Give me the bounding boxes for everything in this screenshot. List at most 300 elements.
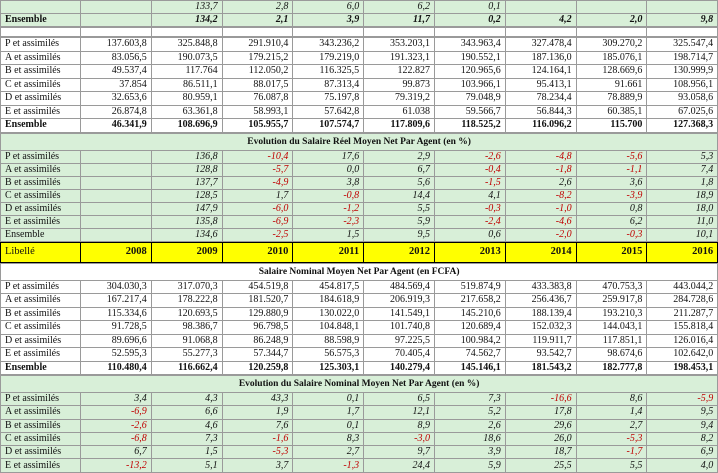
row-label: C et assimilés [1,189,81,202]
table-cell: 1,4 [576,406,647,419]
table-row [1,163,718,176]
table-cell: 470.753,3 [576,280,647,294]
table-cell: 519.874,9 [434,280,505,294]
table-cell: 67.025,6 [647,105,718,119]
nominal-salary-table [0,263,718,376]
table-cell: 89.696,6 [81,334,152,348]
table-cell: -1,1 [576,163,647,176]
table-cell: -0,3 [576,228,647,241]
table-cell: 0,1 [293,419,364,432]
table-cell: 7,3 [434,393,505,406]
table-cell: 103.966,1 [434,78,505,92]
table-cell: 32.653,6 [81,92,152,106]
table-cell: 86.248,9 [222,334,293,348]
row-label: P et assimilés [1,393,81,406]
table-cell: 120.693,5 [151,307,222,321]
table-row [1,202,718,215]
table-cell: -2,6 [81,419,152,432]
table-cell: -6,0 [222,202,293,215]
table-cell: 317.070,3 [151,280,222,294]
section-title-row [1,376,718,393]
table-cell: 91.661 [576,78,647,92]
table-cell: 178.222,8 [151,294,222,308]
table-cell: 14,4 [364,189,435,202]
table-cell: 135,8 [151,215,222,228]
table-cell: 17,6 [293,150,364,163]
table-cell: 55.277,3 [151,348,222,362]
table-cell: -3,0 [364,432,435,445]
table-cell: 1,7 [293,406,364,419]
table-cell: 118.525,2 [434,119,505,133]
table-cell: 3,9 [434,446,505,459]
table-cell: 95.413,1 [505,78,576,92]
table-cell: 100.984,2 [434,334,505,348]
row-label: E et assimilés [1,348,81,362]
year-header: 2009 [151,242,222,262]
real-evolution-title: Evolution du Salaire Réel Moyen Net Par Agent (en %) [1,133,718,150]
table-cell: 147,9 [151,202,222,215]
table-cell: 98.674,6 [576,348,647,362]
table-cell: 130.999,9 [647,65,718,79]
table-cell: 454.817,5 [293,280,364,294]
table-cell: 126.016,4 [647,334,718,348]
table-cell: 128,5 [151,189,222,202]
table-cell: -2,4 [434,215,505,228]
table-cell: 79.048,9 [434,92,505,106]
nominal-evolution-title: Evolution du Salaire Nominal Moyen Net Par Agent (en %) [1,376,718,393]
table-cell: -6,9 [81,406,152,419]
table-cell: 80.959,1 [151,92,222,106]
table-cell: 144.043,1 [576,321,647,335]
table-cell: 134,6 [151,228,222,241]
table-cell: 325.848,8 [151,38,222,52]
row-label: A et assimilés [1,294,81,308]
table-cell: 0,0 [293,163,364,176]
table-cell: 12,1 [364,406,435,419]
table-cell: 120.965,6 [434,65,505,79]
year-header: 2014 [505,242,576,262]
table-cell [81,150,152,163]
table-cell: 443.044,2 [647,280,718,294]
table-cell: 145.146,1 [434,361,505,375]
table-cell: 2,9 [364,150,435,163]
table-cell: 88.017,5 [222,78,293,92]
section-title-row [1,133,718,150]
table-cell: 5,3 [647,150,718,163]
table-cell: 7,3 [151,432,222,445]
table-cell: 3,9 [293,14,364,27]
table-cell: 2,1 [222,14,293,27]
table-cell: 198.453,1 [647,361,718,375]
table-cell: 2,6 [434,419,505,432]
table-cell: 9,8 [647,14,718,27]
table-cell: 1,7 [222,189,293,202]
table-cell: 115.334,6 [81,307,152,321]
table-cell: 190.073,5 [151,51,222,65]
table-cell: 141.549,1 [364,307,435,321]
table-cell: 4,1 [434,189,505,202]
real-evolution-table [0,133,718,242]
table-cell: -1,2 [293,202,364,215]
table-row [1,393,718,406]
table-row [1,189,718,202]
table-cell: 193.210,3 [576,307,647,321]
table-cell: 3,6 [576,176,647,189]
table-cell: 79.319,2 [364,92,435,106]
row-label [1,1,81,14]
table-cell: 59.566,7 [434,105,505,119]
table-cell [81,228,152,241]
table-cell: 211.287,7 [647,307,718,321]
table-cell: 1,5 [293,228,364,241]
table-cell: -1,3 [293,459,364,472]
table-cell: 4,3 [151,393,222,406]
table-cell: 91.068,8 [151,334,222,348]
table-cell: -1,8 [505,163,576,176]
table-cell: -5,9 [647,393,718,406]
table-cell: 181.520,7 [222,294,293,308]
table-cell: 83.056,5 [81,51,152,65]
table-cell: 353.203,1 [364,38,435,52]
table-cell: -8,2 [505,189,576,202]
table-row [1,1,718,14]
table-cell: 101.740,8 [364,321,435,335]
table-cell: 0,1 [434,1,505,14]
table-cell: 7,4 [647,163,718,176]
table-cell: 217.658,2 [434,294,505,308]
table-cell: 116.096,2 [505,119,576,133]
table-cell: 134,2 [151,14,222,27]
table-cell: 46.341,9 [81,119,152,133]
row-label: D et assimilés [1,92,81,106]
table-cell: 52.595,3 [81,348,152,362]
row-label: Ensemble [1,361,81,375]
table-cell: 1,9 [222,406,293,419]
table-cell: 117.851,1 [576,334,647,348]
table-cell: 128,8 [151,163,222,176]
table-cell: 5,5 [576,459,647,472]
table-row [1,105,718,119]
table-cell: 9,4 [647,419,718,432]
year-header: 2016 [647,242,718,262]
table-row [1,406,718,419]
table-cell: -0,3 [434,202,505,215]
table-cell: 130.022,0 [293,307,364,321]
table-cell: 110.480,4 [81,361,152,375]
table-cell: 86.511,1 [151,78,222,92]
table-cell: 6,6 [151,406,222,419]
table-cell: 1,8 [647,176,718,189]
table-cell: 291.910,4 [222,38,293,52]
table-row [1,348,718,362]
table-cell: -4,8 [505,150,576,163]
table-cell: 325.547,4 [647,38,718,52]
table-cell: 304.030,3 [81,280,152,294]
table-cell: 167.217,4 [81,294,152,308]
row-label: C et assimilés [1,432,81,445]
table-cell: 78.234,4 [505,92,576,106]
table-cell: 58.993,1 [222,105,293,119]
table-cell: 136,8 [151,150,222,163]
table-cell: -5,6 [576,150,647,163]
table-cell: 343.236,2 [293,38,364,52]
table-cell: 2,6 [505,176,576,189]
libelle-header: Libellé [1,242,81,262]
table-row [1,78,718,92]
row-label: P et assimilés [1,150,81,163]
table-cell: 107.574,7 [293,119,364,133]
table-cell: 6,2 [576,215,647,228]
table-cell: 60.385,1 [576,105,647,119]
table-cell: -1,0 [505,202,576,215]
table-cell: -5,3 [576,432,647,445]
table-cell: 5,6 [364,176,435,189]
table-cell: 188.139,4 [505,307,576,321]
table-cell: 454.519,8 [222,280,293,294]
table-row [1,65,718,79]
table-row [1,419,718,432]
table-cell: 24,4 [364,459,435,472]
table-cell: 2,7 [293,446,364,459]
table-cell: 256.436,7 [505,294,576,308]
table-cell: 184.618,9 [293,294,364,308]
table-cell [81,215,152,228]
table-cell: 4,0 [647,459,718,472]
table-row [1,459,718,472]
row-label: Ensemble [1,119,81,133]
table-cell: 56.575,3 [293,348,364,362]
table-cell: 87.313,4 [293,78,364,92]
table-cell: 327.478,4 [505,38,576,52]
table-cell: 124.164,1 [505,65,576,79]
ensemble-row [1,361,718,375]
row-label: P et assimilés [1,280,81,294]
table-cell: 145.210,6 [434,307,505,321]
table-cell: 9,5 [647,406,718,419]
table-cell: 98.386,7 [151,321,222,335]
table-row [1,176,718,189]
table-cell: 2,8 [222,1,293,14]
table-cell: 75.197,8 [293,92,364,106]
row-label: E et assimilés [1,459,81,472]
table-cell: -2,3 [293,215,364,228]
row-label: C et assimilés [1,78,81,92]
table-cell: 9,7 [364,446,435,459]
table-cell: -13,2 [81,459,152,472]
row-label: D et assimilés [1,446,81,459]
table-cell: 4,6 [151,419,222,432]
row-label: B et assimilés [1,419,81,432]
table-cell: -0,4 [434,163,505,176]
table-cell: 5,9 [364,215,435,228]
row-label: C et assimilés [1,321,81,335]
year-header-table [0,242,718,263]
table-cell: -1,7 [576,446,647,459]
table-cell: 117.764 [151,65,222,79]
table-cell: -4,6 [505,215,576,228]
table-cell: 115.700 [576,119,647,133]
table-cell: 5,9 [434,459,505,472]
table-cell: 88.598,9 [293,334,364,348]
table-cell: 18,7 [505,446,576,459]
table-cell: 8,3 [293,432,364,445]
table-cell: 484.569,4 [364,280,435,294]
row-label: B et assimilés [1,176,81,189]
table-cell: 8,2 [647,432,718,445]
table-row [1,321,718,335]
table-cell: 185.076,1 [576,51,647,65]
table-cell: 179.215,2 [222,51,293,65]
table-cell: 137,7 [151,176,222,189]
table-row [1,92,718,106]
table-cell: 37.854 [81,78,152,92]
table-row [1,215,718,228]
table-cell: 0,1 [293,393,364,406]
table-cell: 155.818,4 [647,321,718,335]
table-cell [576,1,647,14]
year-header: 2010 [222,242,293,262]
table-row [1,228,718,241]
table-cell: -4,9 [222,176,293,189]
table-row [1,307,718,321]
row-label: A et assimilés [1,406,81,419]
table-cell: 140.279,4 [364,361,435,375]
table-cell: 2,0 [576,14,647,27]
table-cell: 61.038 [364,105,435,119]
table-cell: 133,7 [151,1,222,14]
table-cell: 74.562,7 [434,348,505,362]
table-cell: -0,8 [293,189,364,202]
table-cell: 190.552,1 [434,51,505,65]
table-cell: 191.323,1 [364,51,435,65]
table-cell: 182.777,8 [576,361,647,375]
table-cell: 309.270,2 [576,38,647,52]
table-cell: 3,8 [293,176,364,189]
table-cell: 104.848,1 [293,321,364,335]
row-label: A et assimilés [1,163,81,176]
table-cell: 25,5 [505,459,576,472]
table-cell: 26.874,8 [81,105,152,119]
table-cell: 57.642,8 [293,105,364,119]
table-cell: 8,9 [364,419,435,432]
table-cell [81,1,152,14]
table-cell: 76.087,8 [222,92,293,106]
table-cell: 43,3 [222,393,293,406]
table-cell: 128.669,6 [576,65,647,79]
table-cell: 93.542,7 [505,348,576,362]
table-cell: 152.032,3 [505,321,576,335]
table-cell: -2,0 [505,228,576,241]
table-cell: 112.050,2 [222,65,293,79]
table-cell: 96.798,5 [222,321,293,335]
table-row [1,334,718,348]
year-header: 2013 [434,242,505,262]
ensemble-row [1,119,718,133]
table-cell: 6,7 [364,163,435,176]
table-cell: 0,6 [434,228,505,241]
table-cell: 6,0 [293,1,364,14]
table-cell: 119.911,7 [505,334,576,348]
row-label: D et assimilés [1,334,81,348]
year-header: 2015 [576,242,647,262]
row-label: B et assimilés [1,307,81,321]
table-cell: 1,5 [151,446,222,459]
table-cell: -10,4 [222,150,293,163]
table-cell: 259.917,8 [576,294,647,308]
table-row [1,38,718,52]
table-cell: 187.136,0 [505,51,576,65]
table-cell: 122.827 [364,65,435,79]
year-header-row [1,242,718,262]
table-row [1,51,718,65]
table-cell: 99.873 [364,78,435,92]
year-header: 2011 [293,242,364,262]
table-cell: 26,0 [505,432,576,445]
table-cell: 206.919,3 [364,294,435,308]
table-cell: 116.662,4 [151,361,222,375]
table-cell: 78.889,9 [576,92,647,106]
table-cell: 57.344,7 [222,348,293,362]
table-cell: -2,5 [222,228,293,241]
table-cell: 9,5 [364,228,435,241]
row-label: B et assimilés [1,65,81,79]
table-cell: -3,9 [576,189,647,202]
table-cell: 6,9 [647,446,718,459]
table-cell: 56.844,3 [505,105,576,119]
table-cell: 179.219,0 [293,51,364,65]
table-cell: 11,7 [364,14,435,27]
table-cell [81,189,152,202]
table-cell: 93.058,6 [647,92,718,106]
row-label: E et assimilés [1,215,81,228]
table-cell: 198.714,7 [647,51,718,65]
table-cell: -2,6 [434,150,505,163]
table-cell [81,163,152,176]
table-cell: 8,6 [576,393,647,406]
table-cell: 181.543,2 [505,361,576,375]
row-label: Ensemble [1,14,81,27]
table-cell: -1,6 [222,432,293,445]
spacer [0,27,718,37]
table-cell: 5,1 [151,459,222,472]
table-row [1,294,718,308]
table-cell: 343.963,4 [434,38,505,52]
table-cell: 125.303,1 [293,361,364,375]
table-cell: 127.368,3 [647,119,718,133]
table-cell: 91.728,5 [81,321,152,335]
table-row [1,432,718,445]
table-cell: 49.537,4 [81,65,152,79]
table-cell: 6,2 [364,1,435,14]
top-partial-table [0,0,718,27]
section-title-row [1,263,718,280]
table-cell: 11,0 [647,215,718,228]
table-row [1,446,718,459]
year-header: 2012 [364,242,435,262]
table-cell: 6,7 [81,446,152,459]
table-cell [505,1,576,14]
table-cell: 4,2 [505,14,576,27]
table-cell: -5,3 [222,446,293,459]
table-cell: 97.225,5 [364,334,435,348]
table-cell: 120.259,8 [222,361,293,375]
table-cell: 117.809,6 [364,119,435,133]
table-cell: 17,8 [505,406,576,419]
table-cell: 6,5 [364,393,435,406]
table-cell: 102.642,0 [647,348,718,362]
row-label: A et assimilés [1,51,81,65]
table-cell: 0,8 [576,202,647,215]
